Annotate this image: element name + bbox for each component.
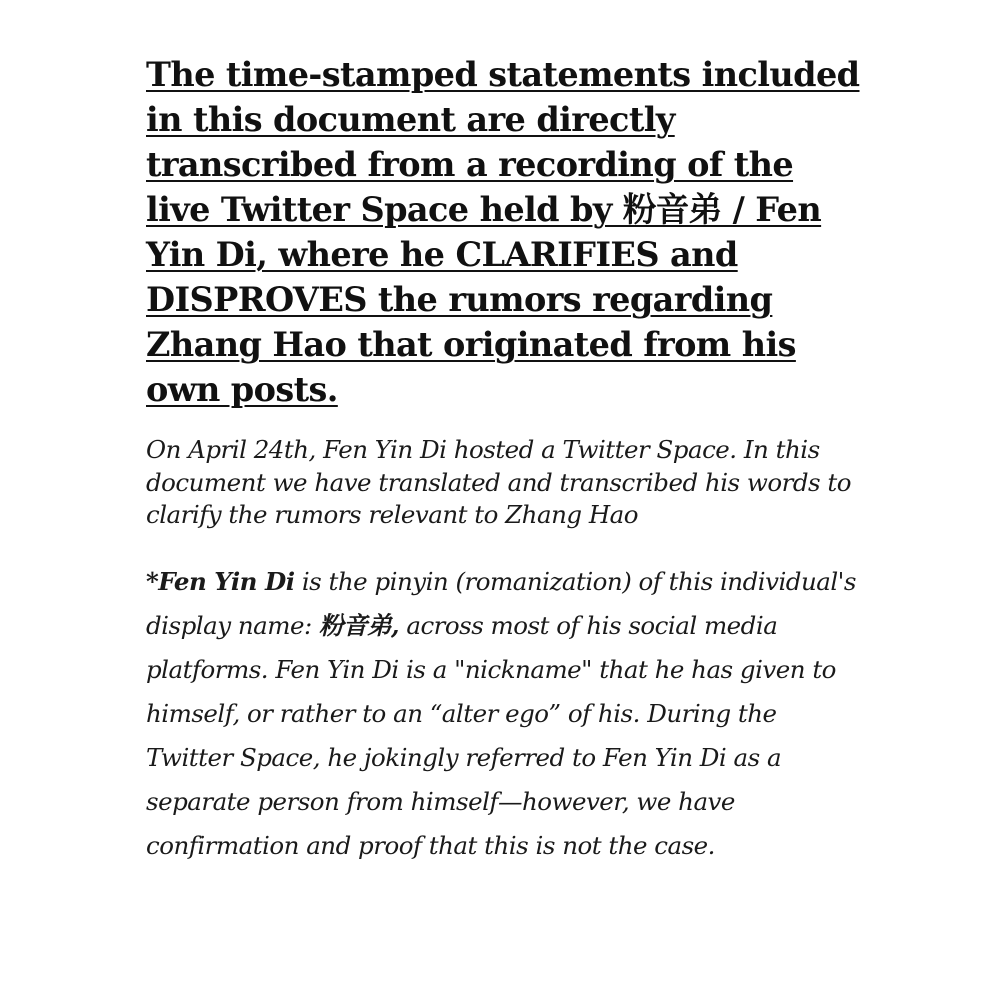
document-body bbox=[146, 52, 860, 868]
note-bold-name: *Fen Yin Di bbox=[146, 566, 295, 596]
pinyin-note-paragraph bbox=[146, 560, 860, 868]
note-text-part2: across most of his social media platforms. Fen Yin Di is a "nickname" that he has given to himself, or rather to an “alter ego” of his. During the Twitter Space, he jokingly referred to Fen Yin Di as a separate person from himself—however, we have confirmation and proof that this is not the case. bbox=[146, 610, 836, 860]
note-text-part1: is the pinyin (romanization) of this individual's display name: bbox=[146, 566, 856, 640]
document-headline: The time-stamped statements included in this document are directly transcribed from a recording of the live Twitter Space held by 粉音弟 / Fen Yin Di, where he CLARIFIES and DISPROVES the rumors regarding Zhang Hao that originated from his own posts. bbox=[146, 55, 860, 409]
note-bold-chinese-name: 粉音弟, bbox=[319, 610, 400, 640]
intro-paragraph: On April 24th, Fen Yin Di hosted a Twitter Space. In this document we have translated and transcribed his words to clarify the rumors relevant to Zhang Hao bbox=[146, 435, 851, 529]
